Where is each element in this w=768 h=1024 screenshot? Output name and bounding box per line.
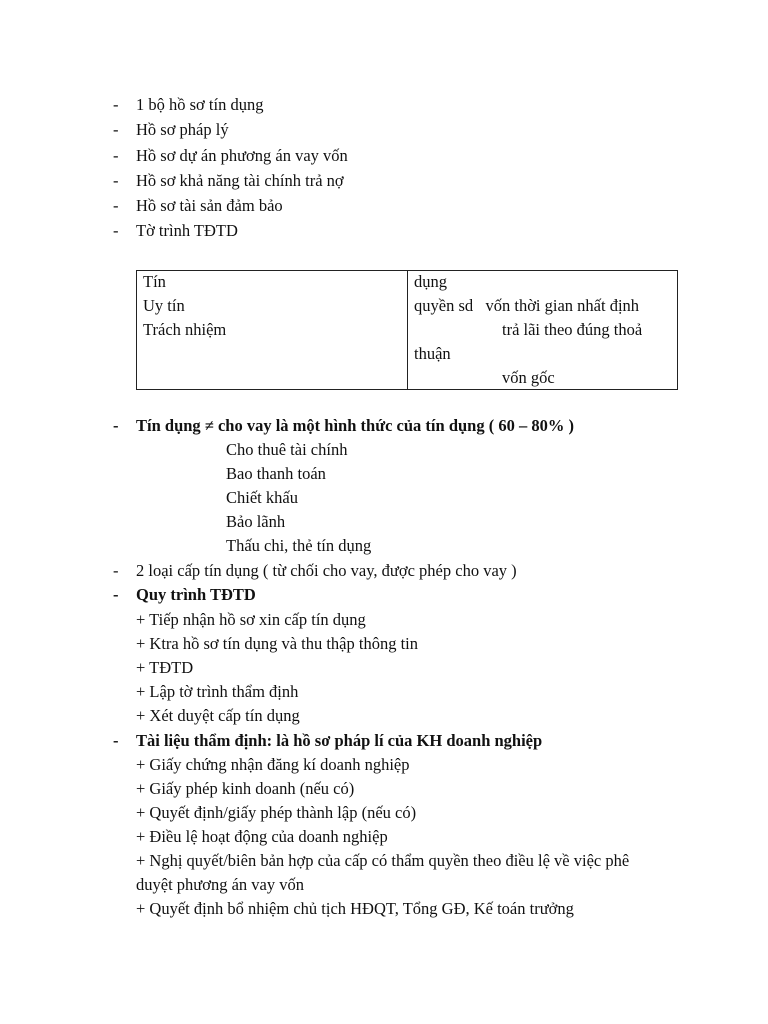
table-cell-right: dụng quyền sd vốn thời gian nhất định trả lãi theo đúng thoả thuận vốn gốc [408,271,678,390]
document-page: - 1 bộ hồ sơ tín dụng - Hồ sơ pháp lý - Hồ sơ dự án phương án vay vốn - Hồ sơ khả năng tài chính trả nợ - Hồ sơ tài sản đảm bảo - Tờ trình TĐTD Tín Uy tín Trách nhiệm dụng quyền sd vốn thời gian nhất định trả lãi theo đúng thoả thuận vốn gốc - Tín dụng ≠ cho vay là một hình thức của tín dụng ( 60 – 80% ) Cho thuê tài chính Bao thanh toán Chiết khấu Bảo lãnh Thấu chi, thẻ tín dụng - 2 loại cấp tín dụng ( từ chối cho vay, được phép cho vay ) - Quy trình TĐTD + Tiếp nhận hồ sơ xin cấp tín dụng + Ktra hồ sơ tín dụng và thu thập thông tin + TĐTD + Lập tờ trình thẩm định + Xét duyệt cấp tín dụng - Tài liệu thẩm định: là hồ sơ pháp lí của KH doanh nghiệp + Giấy chứng nhận đăng kí doanh nghiệp + Giấy phép kinh doanh (nếu có) + Quyết định/giấy phép thành lập (nếu có) + Điều lệ hoạt động của doanh nghiệp + Nghị quyết/biên bản hợp của cấp có thẩm quyền theo điều lệ về việc phê duyệt phương án vay vốn + Quyết định bổ nhiệm chủ tịch HĐQT, Tổng GĐ, Kế toán trưởng [0,0,768,1024]
definition-table [136,270,678,390]
table-cell-left: Tín Uy tín Trách nhiệm [137,271,408,390]
